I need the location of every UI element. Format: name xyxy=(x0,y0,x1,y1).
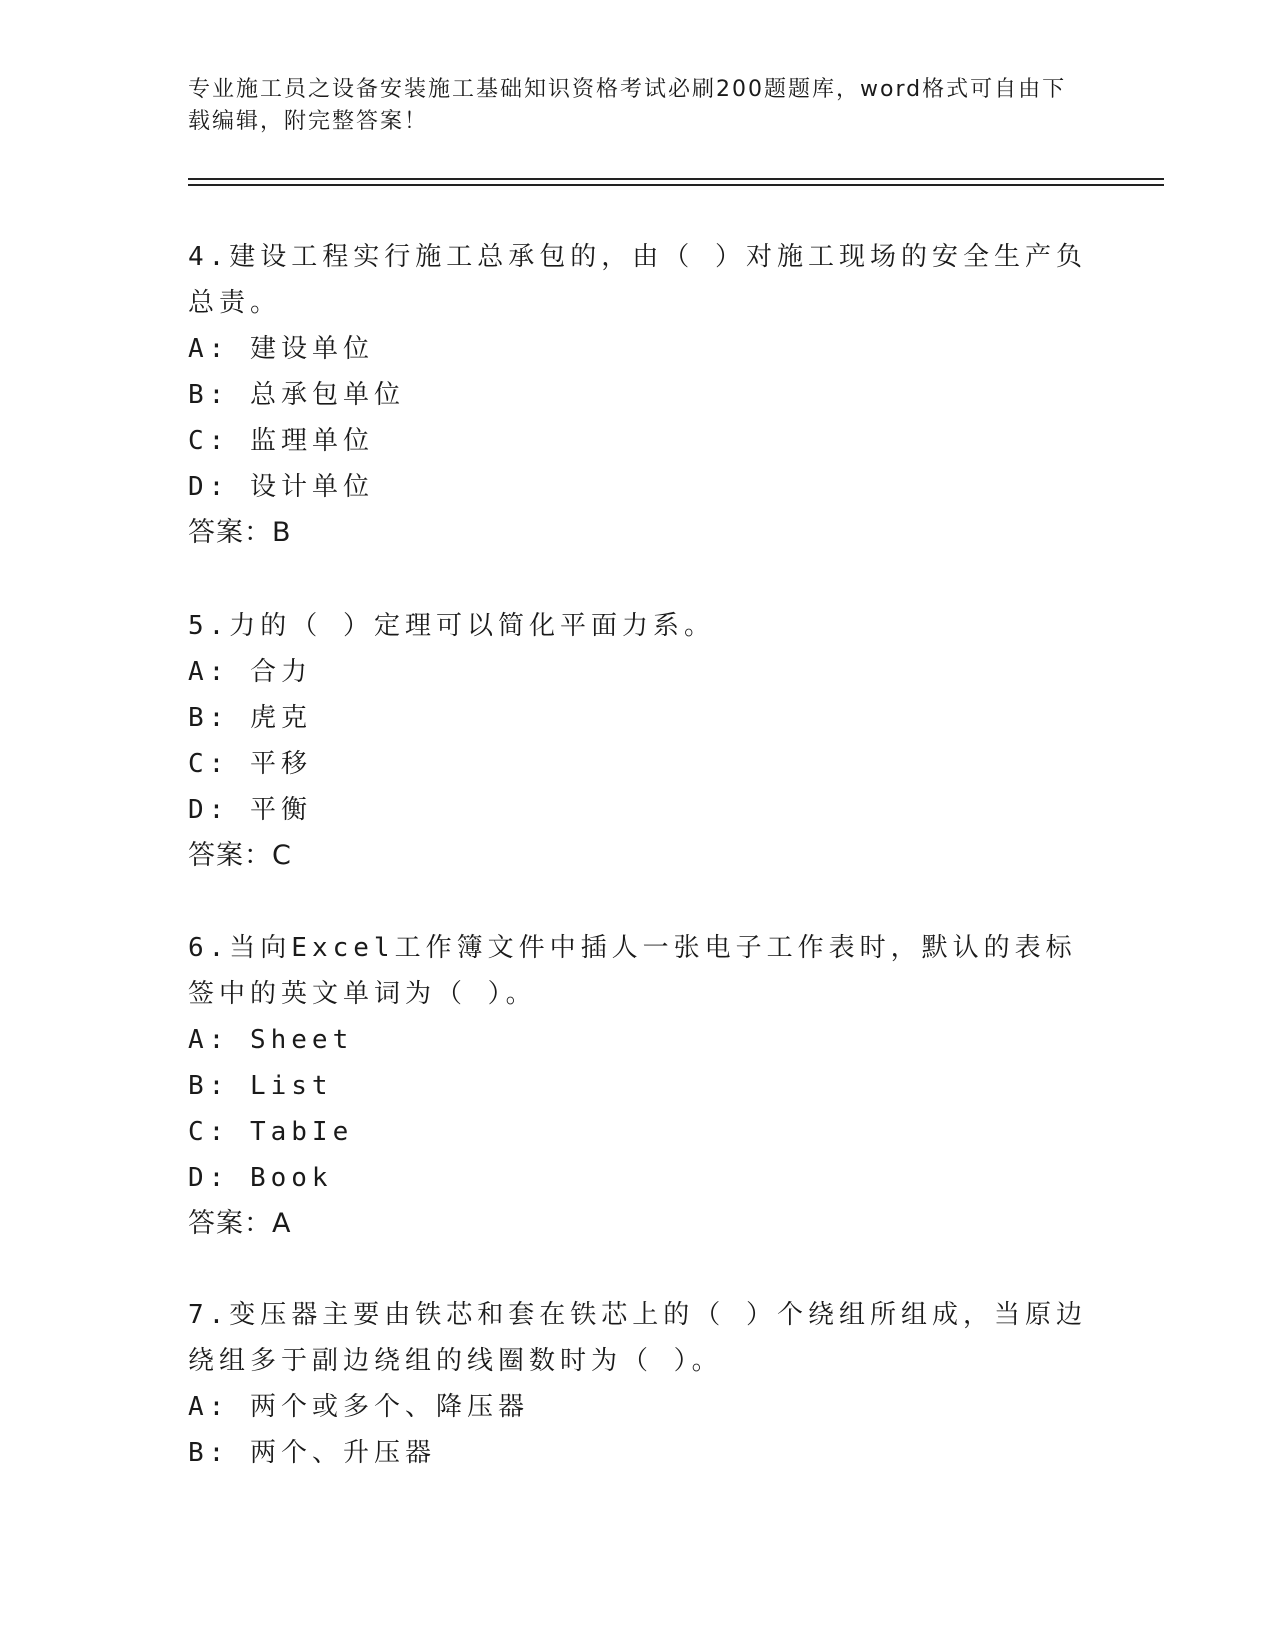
option-c: C: 平移 xyxy=(188,749,312,779)
option-d: D: 平衡 xyxy=(188,795,312,825)
option-c: C: TabIe xyxy=(188,1117,354,1147)
option-a: A: 两个或多个、降压器 xyxy=(188,1392,529,1422)
option-a: A: 合力 xyxy=(188,657,312,687)
option-b: B: 两个、升压器 xyxy=(188,1438,436,1468)
question-text: 6.当向Excel工作簿文件中插人一张电子工作表时，默认的表标签中的英文单词为（ ）。 xyxy=(188,933,1077,1009)
question-4 xyxy=(188,234,1088,556)
option-a: A: 建设单位 xyxy=(188,334,374,364)
header-divider-top xyxy=(188,178,1164,180)
question-6 xyxy=(188,925,1088,1247)
question-5 xyxy=(188,603,1088,879)
answer: 答案：A xyxy=(188,1208,292,1239)
question-7 xyxy=(188,1292,1088,1476)
option-b: B: 虎克 xyxy=(188,703,312,733)
option-a: A: Sheet xyxy=(188,1025,354,1055)
document-header: 专业施工员之设备安装施工基础知识资格考试必刷200题题库，word格式可自由下载编辑，附完整答案！ xyxy=(188,77,1067,134)
question-text: 4.建设工程实行施工总承包的，由（ ）对施工现场的安全生产负总责。 xyxy=(188,242,1087,318)
option-b: B: List xyxy=(188,1071,333,1101)
header-divider-bottom xyxy=(188,184,1164,186)
answer: 答案：B xyxy=(188,517,292,548)
question-text: 7.变压器主要由铁芯和套在铁芯上的（ ）个绕组所组成，当原边绕组多于副边绕组的线圈数时为（ ）。 xyxy=(188,1300,1087,1376)
option-b: B: 总承包单位 xyxy=(188,380,405,410)
option-c: C: 监理单位 xyxy=(188,426,374,456)
option-d: D: 设计单位 xyxy=(188,472,374,502)
option-d: D: Book xyxy=(188,1163,333,1193)
question-text: 5.力的（ ）定理可以简化平面力系。 xyxy=(188,611,715,641)
answer: 答案：C xyxy=(188,840,292,871)
